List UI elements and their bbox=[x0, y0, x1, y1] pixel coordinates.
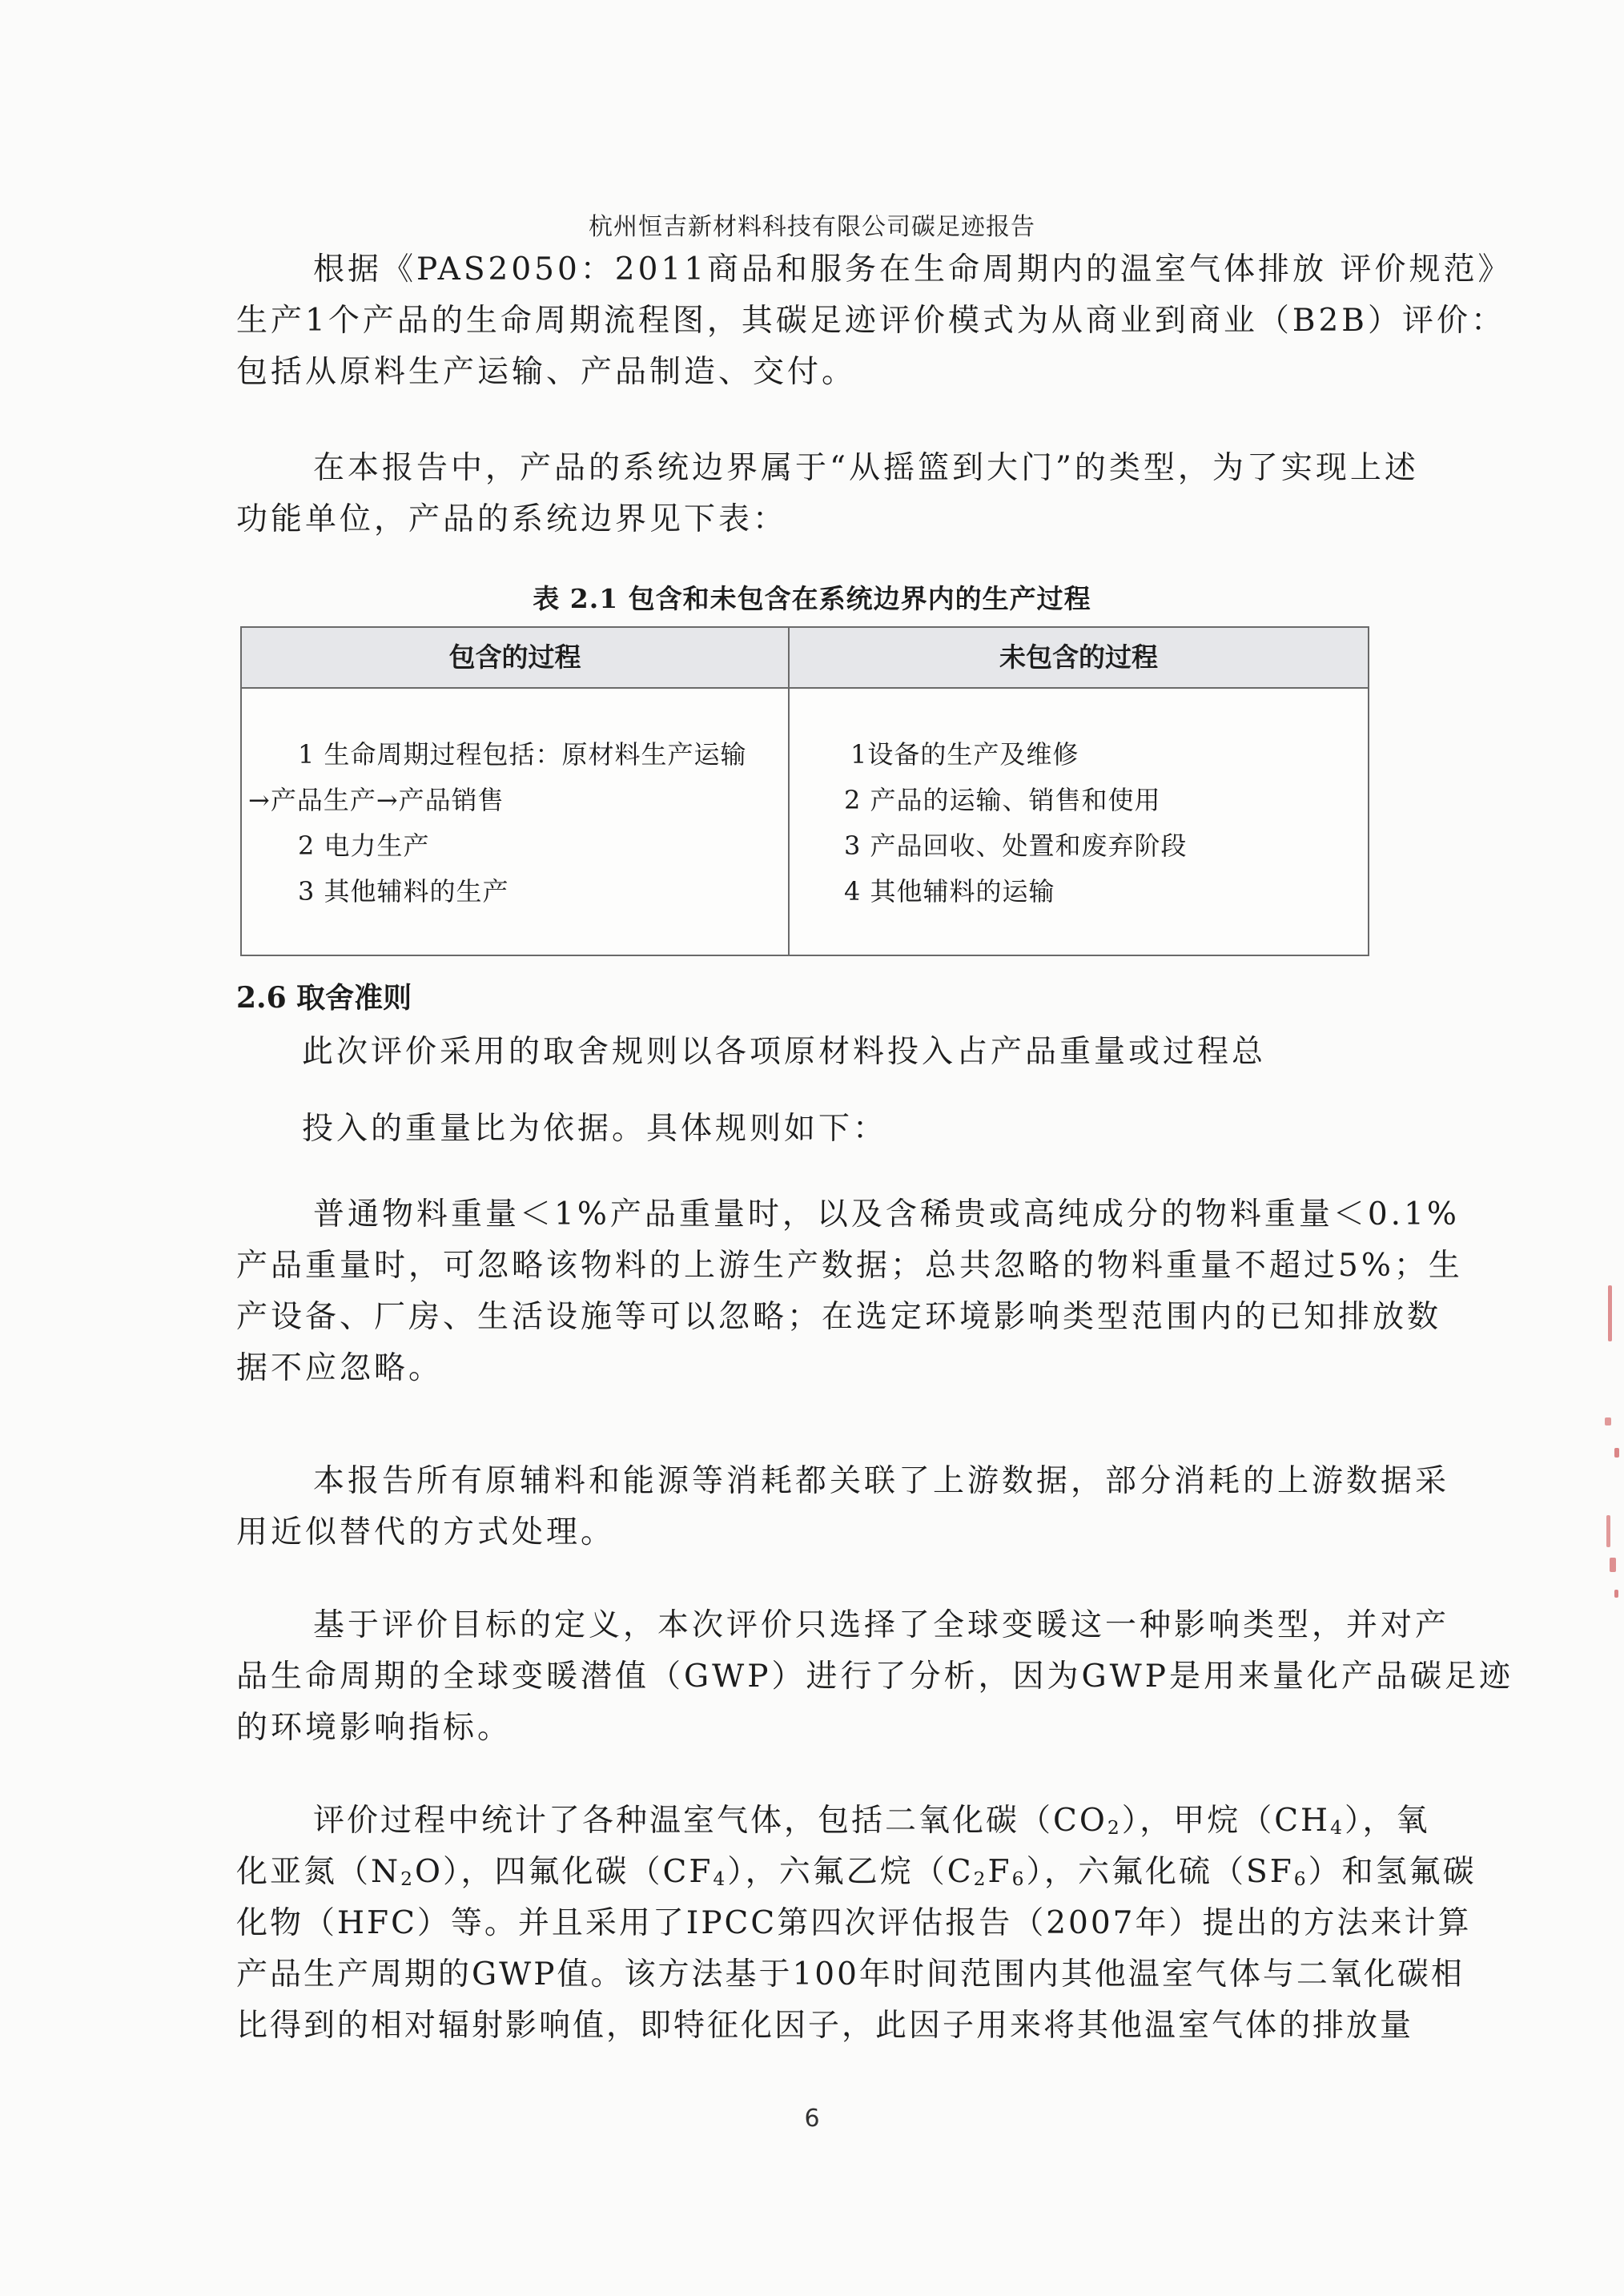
text-line: 用近似替代的方式处理。 bbox=[236, 1514, 616, 1550]
text-run: ），六氟乙烷（C bbox=[727, 1854, 974, 1890]
included-item-2: 2 电力生产 bbox=[298, 830, 430, 861]
included-processes-cell bbox=[248, 732, 747, 915]
paragraph-gwp bbox=[236, 1600, 1513, 1754]
text-run: ），氧 bbox=[1344, 1803, 1430, 1839]
text-line: 比得到的相对辐射影响值，即特征化因子，此因子用来将其他温室气体的排放量 bbox=[236, 2008, 1414, 2044]
text-line: 投入的重量比为依据。具体规则如下： bbox=[302, 1111, 888, 1147]
text-line: 产品重量时，可忽略该物料的上游生产数据；总共忽略的物料重量不超过5%；生 bbox=[236, 1248, 1463, 1284]
text-line: 普通物料重量＜1%产品重量时，以及含稀贵或高纯成分的物料重量＜0.1% bbox=[313, 1196, 1460, 1232]
text-line: 的环境影响指标。 bbox=[236, 1710, 513, 1746]
subscript: 2 bbox=[973, 1868, 988, 1890]
text-line-gases-1 bbox=[236, 1795, 1437, 1847]
text-run: F bbox=[987, 1854, 1012, 1890]
paragraph-system-boundary bbox=[236, 443, 1437, 545]
paragraph-cutoff-intro-1 bbox=[236, 1027, 1437, 1078]
text-line: 根据《PAS2050：2011商品和服务在生命周期内的温室气体排放 评价规范》 bbox=[313, 251, 1513, 288]
excluded-processes-cell bbox=[844, 732, 1188, 915]
page-number: 6 bbox=[804, 2105, 820, 2133]
stamp-mark bbox=[1606, 1515, 1610, 1547]
excluded-item-1: 1设备的生产及维修 bbox=[850, 739, 1079, 770]
paragraph-pas2050 bbox=[236, 244, 1513, 398]
excluded-item-4: 4 其他辅料的运输 bbox=[844, 876, 1055, 907]
subscript: 6 bbox=[1011, 1868, 1027, 1890]
text-line-gases-2 bbox=[236, 1847, 1477, 1898]
subscript: 6 bbox=[1293, 1868, 1308, 1890]
text-line: 此次评价采用的取舍规则以各项原材料投入占产品重量或过程总 bbox=[302, 1034, 1267, 1070]
subscript: 2 bbox=[1107, 1816, 1122, 1839]
column-header-excluded: 未包含的过程 bbox=[999, 641, 1158, 673]
included-item-1-cont: →产品生产→产品销售 bbox=[248, 785, 504, 815]
table-caption: 表 2.1 包含和未包含在系统边界内的生产过程 bbox=[533, 583, 1091, 614]
text-line: 本报告所有原辅料和能源等消耗都关联了上游数据，部分消耗的上游数据采 bbox=[313, 1463, 1450, 1499]
text-run: ）和氢氟碳 bbox=[1308, 1854, 1477, 1890]
stamp-mark bbox=[1610, 1558, 1616, 1572]
included-item-1: 1 生命周期过程包括：原材料生产运输 bbox=[298, 739, 747, 770]
section-heading: 2.6 取舍准则 bbox=[236, 981, 412, 1015]
text-run: ），甲烷（CH bbox=[1121, 1803, 1331, 1839]
included-item-3: 3 其他辅料的生产 bbox=[298, 876, 509, 907]
text-run: 评价过程中统计了各种温室气体，包括二氧化碳（CO bbox=[313, 1803, 1107, 1839]
text-line: 据不应忽略。 bbox=[236, 1350, 444, 1386]
page-header: 杭州恒吉新材料科技有限公司碳足迹报告 bbox=[589, 213, 1035, 241]
text-run: ），六氟化硫（SF bbox=[1026, 1854, 1294, 1890]
text-line: 化物（HFC）等。并且采用了IPCC第四次评估报告（2007年）提出的方法来计算 bbox=[236, 1905, 1472, 1941]
excluded-item-2: 2 产品的运输、销售和使用 bbox=[844, 785, 1161, 815]
system-boundary-table bbox=[240, 626, 1369, 956]
text-line: 产设备、厂房、生活设施等可以忽略；在选定环境影响类型范围内的已知排放数 bbox=[236, 1299, 1442, 1335]
paragraph-upstream-data bbox=[236, 1456, 1450, 1558]
paragraph-greenhouse-gases bbox=[236, 1795, 1477, 2052]
subscript: 2 bbox=[400, 1868, 416, 1890]
text-run: O），四氟化碳（CF bbox=[415, 1854, 714, 1890]
text-line: 在本报告中，产品的系统边界属于“从摇篮到大门”的类型，为了实现上述 bbox=[313, 450, 1419, 486]
text-line: 产品生产周期的GWP值。该方法基于100年时间范围内其他温室气体与二氧化碳相 bbox=[236, 1956, 1465, 1992]
column-header-included: 包含的过程 bbox=[448, 641, 581, 673]
stamp-mark bbox=[1614, 1448, 1619, 1458]
text-line: 功能单位，产品的系统边界见下表： bbox=[236, 501, 788, 537]
text-run: 化亚氮（N bbox=[236, 1854, 401, 1890]
text-line: 基于评价目标的定义，本次评价只选择了全球变暖这一种影响类型，并对产 bbox=[313, 1607, 1450, 1643]
stamp-mark bbox=[1614, 1590, 1618, 1598]
text-line: 包括从原料生产运输、产品制造、交付。 bbox=[236, 354, 857, 390]
text-line: 品生命周期的全球变暖潜值（GWP）进行了分析，因为GWP是用来量化产品碳足迹 bbox=[236, 1659, 1513, 1695]
paragraph-cutoff-intro-2 bbox=[236, 1104, 1437, 1155]
stamp-mark bbox=[1608, 1285, 1612, 1341]
paragraph-cutoff-rules bbox=[236, 1189, 1463, 1394]
excluded-item-3: 3 产品回收、处置和废弃阶段 bbox=[844, 830, 1188, 861]
subscript: 4 bbox=[1330, 1816, 1345, 1839]
text-line: 生产1个产品的生命周期流程图，其碳足迹评价模式为从商业到商业（B2B）评价： bbox=[236, 303, 1505, 339]
stamp-mark bbox=[1605, 1417, 1611, 1425]
subscript: 4 bbox=[713, 1868, 728, 1890]
